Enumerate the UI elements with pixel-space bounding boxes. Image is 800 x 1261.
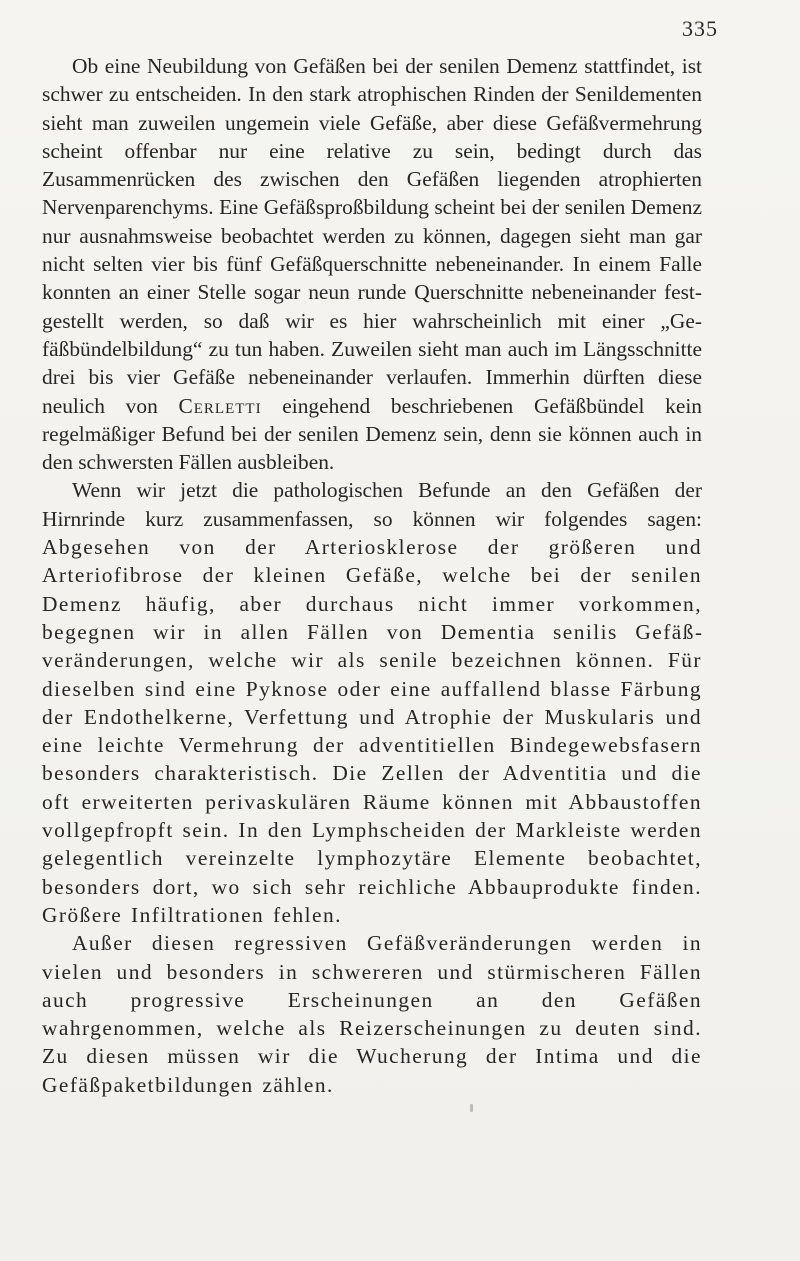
paragraph-3 xyxy=(42,929,702,1099)
body-text xyxy=(42,52,702,1099)
paragraph-3-spaced: Außer diesen regressiven Gefäßveränderungen werden in vielen und besonders in schwereren und stürmischeren Fällen auch progressive Erscheinungen an den Gefäßen wahrgenommen, welche als Reizerscheinungen zu deuten sind. Zu diesen müssen wir die Wucherung der Intima und die Gefäßpaketbildungen zählen. xyxy=(42,931,702,1097)
author-name-cerletti: Cerletti xyxy=(178,393,262,418)
paragraph-2-text: Wenn wir jetzt die pathologischen Befunde an den Gefäßen der Hirnrinde kurz zusammenfassen, so können wir folgendes sagen: xyxy=(42,478,702,531)
page-number: 335 xyxy=(682,16,718,41)
paragraph-1-text: Ob eine Neubildung von Gefäßen bei der senilen Demenz stattfindet, ist schwer zu entscheiden. In den stark atrophischen Rinden der Senildementen sieht man zuweilen ungemein viele Gefäße, aber diese Gefäßvermehrung scheint offenbar nur eine relative zu sein, bedingt durch das Zusammenrücken des zwischen den Gefäßen liegenden atrophierten Nervenparenchyms. Eine Gefäßsproßbildung scheint bei der senilen Demenz nur ausnahmsweise beobachtet werden zu können, dagegen sieht man gar nicht selten vier bis fünf Gefäßquerschnitte nebeneinander. In einem Falle konnten an einer Stelle sogar neun runde Querschnitte nebeneinander festgestellt werden, so daß wir es hier wahrscheinlich mit einer „Gefäßbündelbildung“ zu tun haben. Zuweilen sieht man auch im Längsschnitte drei bis vier Gefäße nebeneinander verlaufen. Immerhin dürften diese neulich von xyxy=(42,54,702,418)
paragraph-2-summary-spaced: Abgesehen von der Arteriosklerose der größeren und Arteriofibrose der kleinen Gefäße, welche bei der senilen Demenz häufig, aber durchaus nicht immer vorkommen, begegnen wir in allen Fällen von Dementia senilis Gefäßveränderungen, welche wir als senile bezeichnen können. Für dieselben sind eine Pyknose oder eine auffallend blasse Färbung der Endothelkerne, Verfettung und Atrophie der Muskularis und eine leichte Vermehrung der adventitiellen Bindegewebsfasern besonders charakteristisch. Die Zellen der Adventitia und die oft erweiterten perivaskulären Räume können mit Abbaustoffen vollgepfropft sein. In den Lymphscheiden der Markleiste werden gelegentlich vereinzelte lymphozytäre Elemente beobachtet, besonders dort, wo sich sehr reichliche Abbauprodukte finden. Größere Infiltrationen fehlen. xyxy=(42,535,702,927)
print-speck xyxy=(470,1104,473,1112)
paragraph-1 xyxy=(42,52,702,476)
paragraph-2 xyxy=(42,476,702,929)
paragraph-1-text-after: eingehend beschriebenen Gefäßbündel kein regelmäßiger Befund bei der senilen Demenz sein, denn sie können auch in den schwersten Fällen ausbleiben. xyxy=(42,393,702,475)
